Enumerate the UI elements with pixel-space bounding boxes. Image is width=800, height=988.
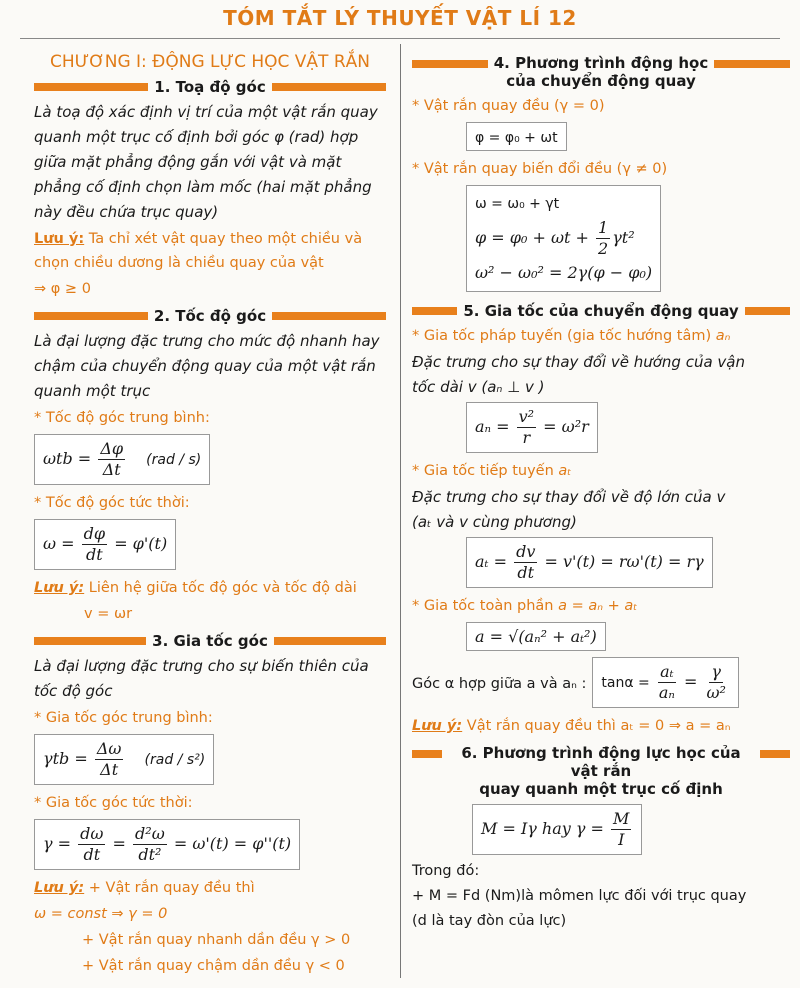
angle-row: Góc α hợp giữa a và aₙ : tanα = $\frac{\text{aₜ}}{\text{aₙ}}$ = $\frac{\gamma}{\text{ω²}}$ [412,655,790,712]
right-column [412,44,790,934]
tangential-accel-formula: aₜ = $\frac{dv}{dt}$ = v'(t) = rω'(t) = rγ [466,537,713,588]
avg-angular-velocity-formula: ωtb = $\frac{\Delta\varphi}{\Delta t}$ (rad / s) [34,434,210,485]
chapter-title: CHƯƠNG I: ĐỘNG LỰC HỌC VẬT RẮN [49,52,371,72]
uniform-rotation-label: * Vật rắn quay đều (γ = 0) [412,98,605,114]
page-title: TÓM TẮT LÝ THUYẾT VẬT LÍ 12 [223,6,577,30]
avg-angular-accel-formula: γtb = $\frac{\Delta\omega}{\Delta t}$ (rad / s²) [34,734,214,785]
inst-angular-velocity-formula: ω = $\frac{d\varphi}{dt}$ = φ'(t) [34,519,176,570]
inst-angular-accel-formula: γ = $\frac{d\omega}{dt}$ = $\frac{\text{d²ω}}{\text{dt²}}$ = ω'(t) = φ''(t) [34,819,300,870]
inst-angular-velocity-label: * Tốc độ góc tức thời: [34,495,190,511]
normal-accel-desc-2: tốc dài v (aₙ ⊥ v ) [412,378,545,396]
section-2-note-formula: v = ωr [84,606,133,622]
column-divider [400,44,401,978]
avg-angular-accel-label: * Gia tốc góc trung bình: [34,710,213,726]
dynamics-formula: M = Iγ hay γ = $\frac{M}{I}$ [472,804,642,855]
angle-formula: tanα = $\frac{\text{aₜ}}{\text{aₙ}}$ = $\frac{\gamma}{\text{ω²}}$ [592,657,739,708]
section-1-body: Là toạ độ xác định vị trí của một vật rắn quay quanh một trục cố định bởi góc φ (rad) hợp giữa mặt phẳng động gắn với vật và mặt phẳng cố định chọn làm mốc (hai mặt phẳng này đều chứa trục quay) [34,103,378,221]
section-5-heading: 5. Gia tốc của chuyển động quay [412,302,790,320]
accel-rotation-formulas: ω = ω₀ + γt φ = φ₀ + ωt + $\frac{1}{2}$ γt² ω² − ω₀² = 2γ(φ − φ₀) [466,185,661,292]
section-2-note: Lưu ý: Liên hệ giữa tốc độ góc và tốc độ dài [34,580,357,596]
title-rule [20,38,780,39]
section-3-heading: 3. Gia tốc góc [34,632,386,650]
normal-accel-desc-1: Đặc trưng cho sự thay đổi về hướng của vận [412,353,745,371]
section-1-note-result: ⇒ φ ≥ 0 [34,281,91,297]
accel-rotation-label: * Vật rắn quay biến đổi đều (γ ≠ 0) [412,161,668,177]
section-3-note-3: + Vật rắn quay chậm dần đều γ < 0 [82,958,345,974]
tangential-accel-desc-1: Đặc trưng cho sự thay đổi về độ lớn của v [412,488,726,506]
inst-angular-accel-label: * Gia tốc góc tức thời: [34,795,193,811]
section-1-heading: 1. Toạ độ góc [34,78,386,96]
section-3-note-formula: ω = const ⇒ γ = 0 [34,906,168,922]
section-5-note: Lưu ý: Vật rắn quay đều thì aₜ = 0 ⇒ a = aₙ [412,718,731,734]
section-4-heading: 4. Phương trình động học của chuyển động quay [412,54,790,90]
heading-bar [272,83,386,91]
section-2-heading: 2. Tốc độ góc [34,307,386,325]
heading-bar [34,83,148,91]
definition-line-1: + M = Fd (Nm)là mômen lực đối với trục quay [412,888,747,904]
where-label: Trong đó: [412,863,480,879]
normal-accel-formula: aₙ = $\frac{\text{v²}}{r}$ = ω²r [466,402,598,453]
tangential-accel-label: * Gia tốc tiếp tuyến aₜ [412,463,572,479]
tangential-accel-desc-2: (aₜ và v cùng phương) [412,513,577,531]
section-3-note-2: + Vật rắn quay nhanh dần đều γ > 0 [82,932,351,948]
section-3-body: Là đại lượng đặc trưng cho sự biến thiên của tốc độ góc [34,657,369,700]
section-6-heading: 6. Phương trình động lực học của vật rắn quay quanh một trục cố định [412,744,790,798]
uniform-rotation-formula: φ = φ₀ + ωt [466,122,567,151]
left-column [34,44,386,980]
section-1-note: Lưu ý: Ta chỉ xét vật quay theo một chiều và chọn chiều dương là chiều quay của vật [34,231,363,271]
definition-line-2: (d là tay đòn của lực) [412,913,567,929]
avg-angular-velocity-label: * Tốc độ góc trung bình: [34,410,210,426]
normal-accel-label: * Gia tốc pháp tuyến (gia tốc hướng tâm) aₙ [412,328,731,344]
section-3-note: Lưu ý: + Vật rắn quay đều thì [34,880,255,896]
total-accel-label: * Gia tốc toàn phần a = aₙ + aₜ [412,598,638,614]
section-2-body: Là đại lượng đặc trưng cho mức độ nhanh hay chậm của chuyển động quay của một vật rắn quanh một trục [34,332,380,400]
total-accel-formula: a = √(aₙ² + aₜ²) [466,622,606,651]
